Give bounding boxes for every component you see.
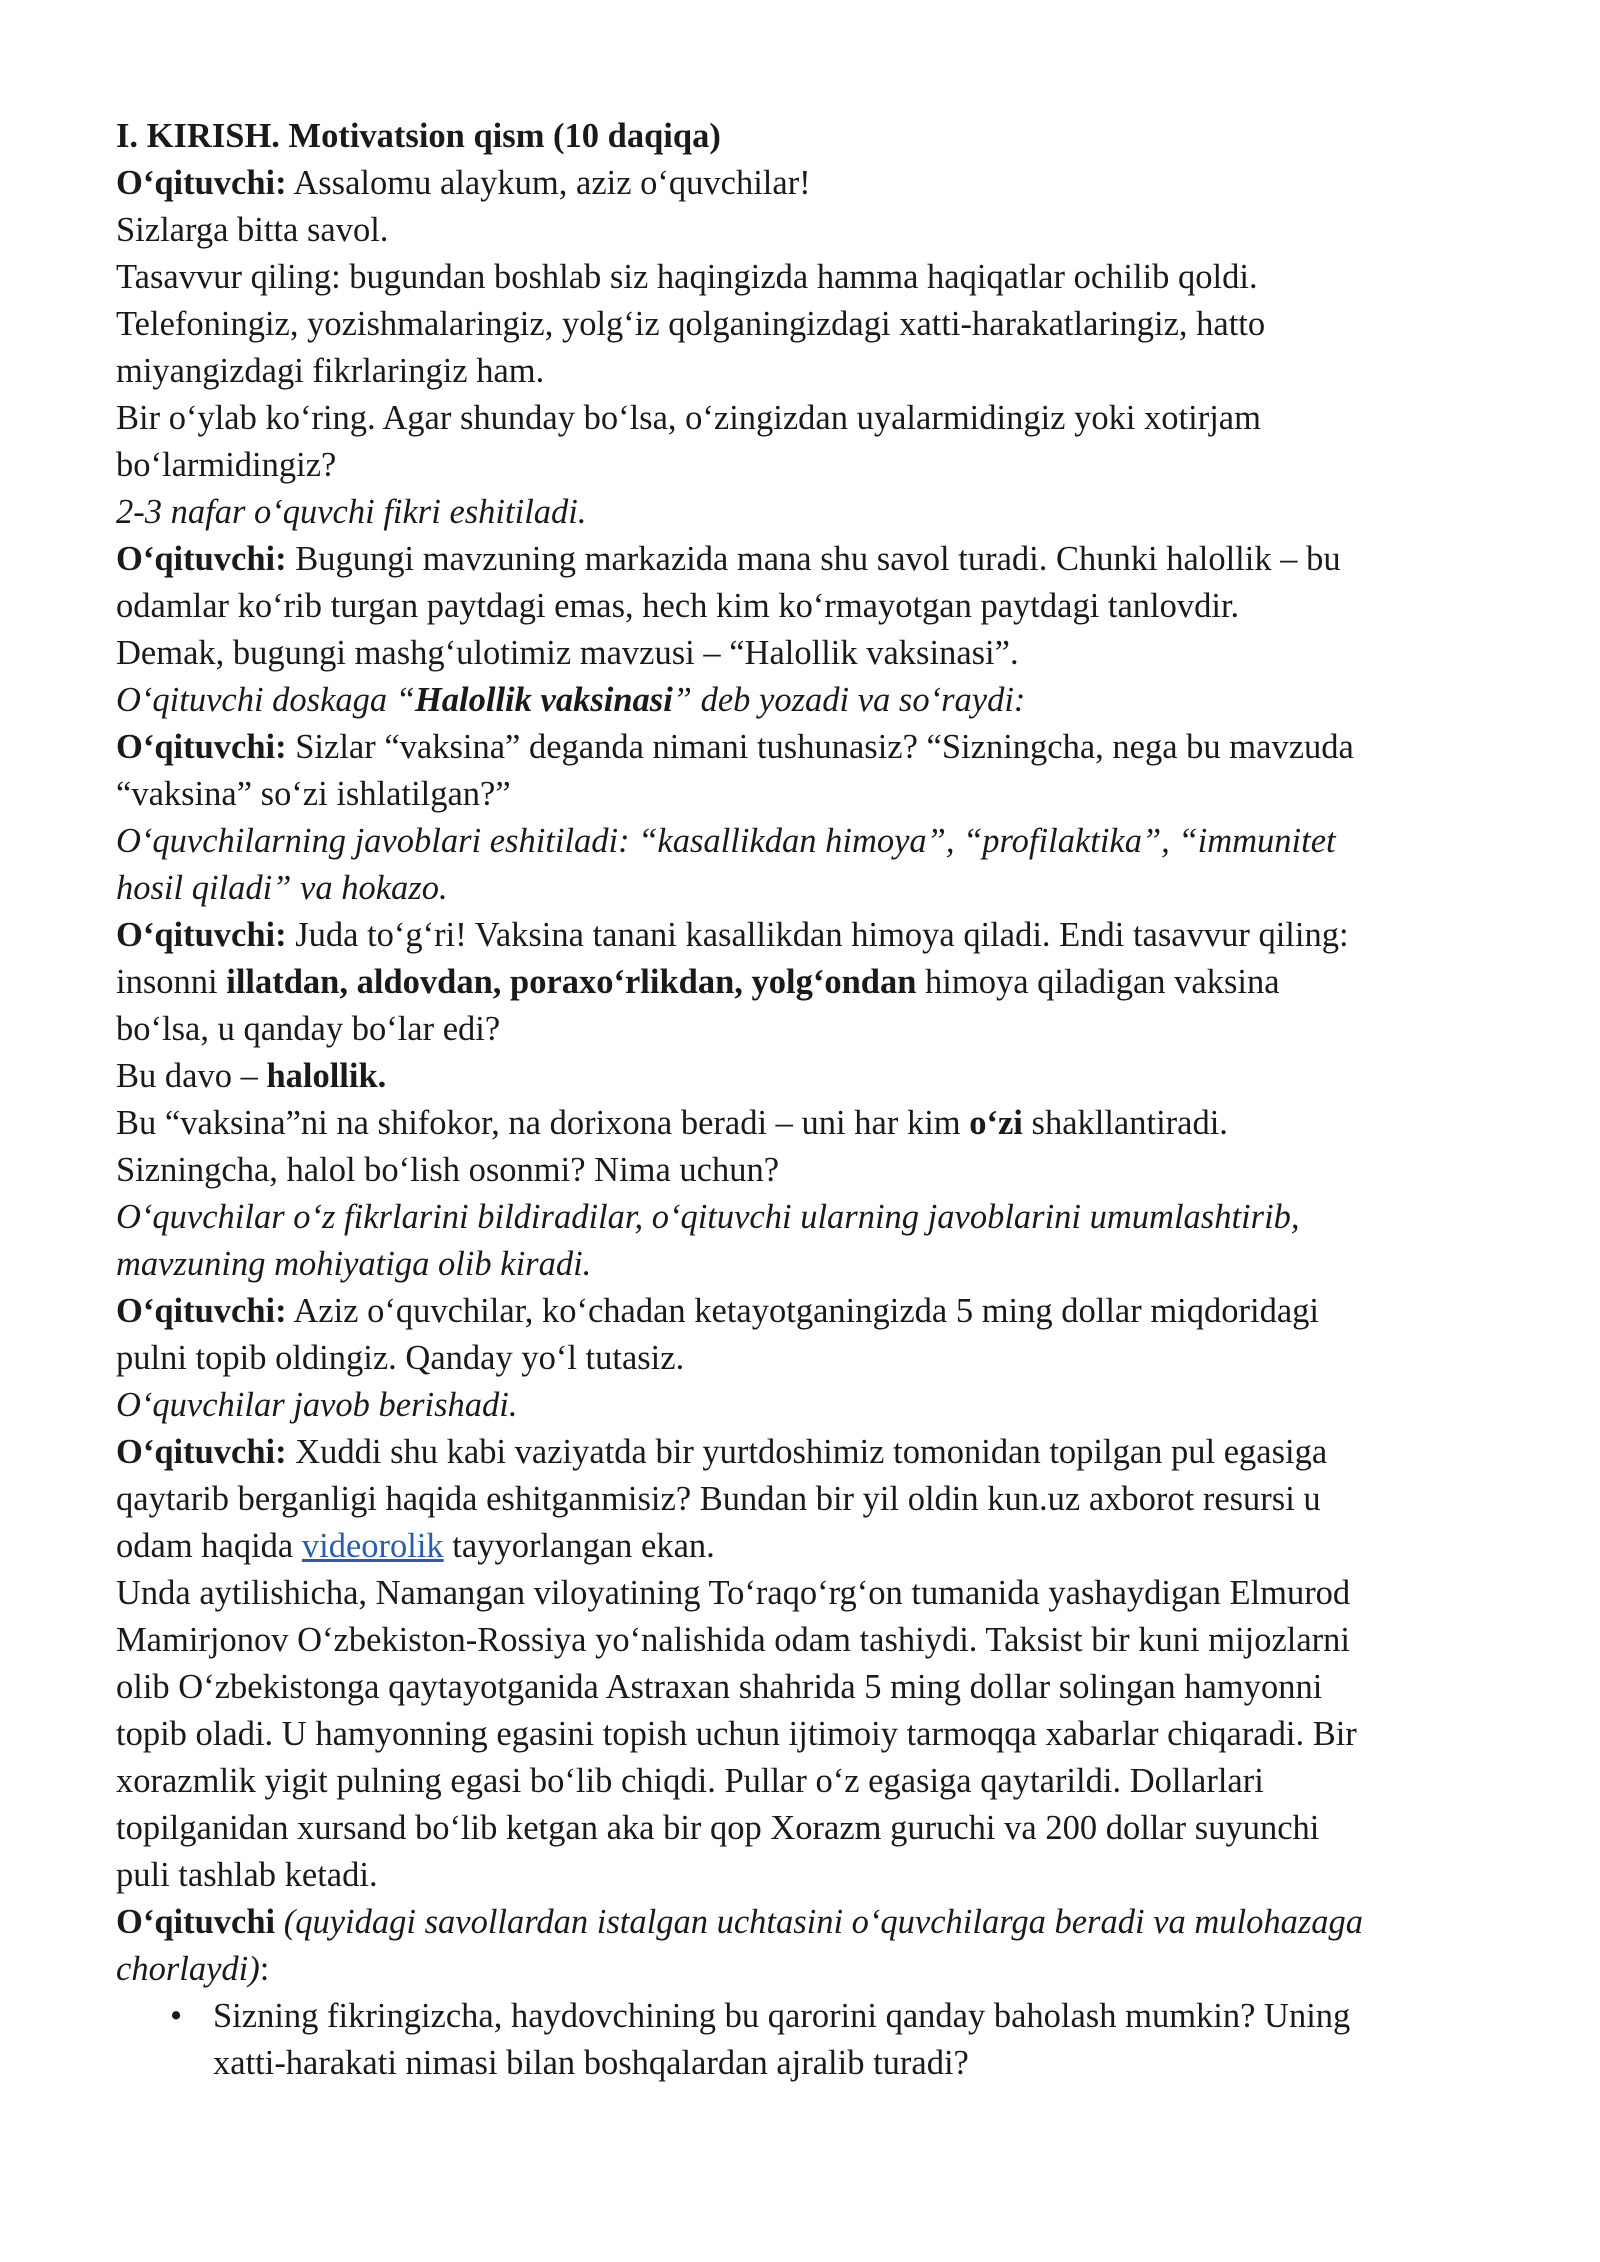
stage-direction: [116, 818, 1500, 865]
paragraph-line: bo‘larmidingiz?: [116, 446, 337, 484]
line-text: Assalomu alaykum, aziz o‘quvchilar!: [293, 164, 811, 202]
stage-direction: [116, 1382, 1500, 1429]
line-text: Bu davo –: [116, 1057, 267, 1095]
list-item-text: xatti-harakati nimasi bilan boshqalardan ajralib turadi?: [213, 2044, 969, 2082]
italic-part: O‘qituvchi doskaga “: [116, 681, 415, 719]
speaker-label: O‘qituvchi:: [116, 1433, 287, 1471]
list-item: [116, 1993, 1500, 2040]
stage-direction: [116, 1241, 1500, 1288]
paragraph-line: puli tashlab ketadi.: [116, 1856, 378, 1894]
speaker-label: O‘qituvchi:: [116, 540, 287, 578]
paragraph-line: topilganidan xursand bo‘lib ketgan aka bir qop Xorazm guruchi va 200 dollar suyunchi: [116, 1809, 1320, 1847]
paragraph-line: Unda aytilishicha, Namangan viloyatining To‘raqo‘rg‘on tumanida yashaydigan Elmurod: [116, 1574, 1351, 1612]
line-text: Xuddi shu kabi vaziyatda bir yurtdoshimiz tomonidan topilgan pul egasiga: [295, 1433, 1328, 1471]
speaker-label: O‘qituvchi:: [116, 728, 287, 766]
paragraph-line: bo‘lsa, u qanday bo‘lar edi?: [116, 1010, 501, 1048]
italic-text: [116, 681, 1025, 719]
italic-text: mavzuning mohiyatiga olib kiradi.: [116, 1245, 592, 1283]
paragraph-line: pulni topib oldingiz. Qanday yo‘l tutasiz.: [116, 1339, 685, 1377]
paragraph-line: Sizningcha, halol bo‘lish osonmi? Nima uchun?: [116, 1151, 780, 1189]
paragraph-line: Sizlarga bitta savol.: [116, 211, 389, 249]
line-text: Bugungi mavzuning markazida mana shu savol turadi. Chunki halollik – bu: [295, 540, 1341, 578]
line-text: odam haqida: [116, 1527, 302, 1565]
bold-italic-topic: Halollik vaksinasi: [414, 681, 673, 719]
italic-text: (quyidagi savollardan istalgan uchtasini o‘quvchilarga beradi va mulohazaga: [275, 1903, 1364, 1941]
paragraph-line: [116, 1899, 1500, 1946]
italic-part: ” deb yozadi va so‘raydi:: [672, 681, 1026, 719]
line-text: tayyorlangan ekan.: [443, 1527, 715, 1565]
paragraph-line: qaytarib berganligi haqida eshitganmisiz? Bundan bir yil oldin kun.uz axborot resursi u: [116, 1480, 1321, 1518]
stage-direction: [116, 865, 1500, 912]
paragraph-line: “vaksina” so‘zi ishlatilgan?”: [116, 775, 511, 813]
paragraph-line: Tasavvur qiling: bugundan boshlab siz haqingizda hamma haqiqatlar ochilib qoldi.: [116, 258, 1258, 296]
heading-text: I. KIRISH. Motivatsion qism (10 daqiqa): [116, 117, 721, 155]
paragraph-line: [116, 1429, 1500, 1476]
paragraph-line: [116, 1288, 1500, 1335]
bold-phrase: illatdan, aldovdan, poraxo‘rlikdan, yolg‘ondan: [226, 963, 917, 1001]
bold-phrase: o‘zi: [969, 1104, 1023, 1142]
paragraph-line: odamlar ko‘rib turgan paytdagi emas, hech kim ko‘rmayotgan paytdagi tanlovdir.: [116, 587, 1240, 625]
paragraph-line: [116, 912, 1500, 959]
paragraph-line: Mamirjonov O‘zbekiston-Rossiya yo‘nalishida odam tashiydi. Taksist bir kuni mijozlarni: [116, 1621, 1350, 1659]
paragraph-line: [116, 724, 1500, 771]
stage-direction: [116, 489, 1500, 536]
line-text: Sizlar “vaksina” deganda nimani tushunasiz? “Sizningcha, nega bu mavzuda: [295, 728, 1354, 766]
section-heading: [116, 113, 1500, 160]
paragraph-line: Bir o‘ylab ko‘ring. Agar shunday bo‘lsa, o‘zingizdan uyalarmidingiz yoki xotirjam: [116, 399, 1261, 437]
paragraph-line: olib O‘zbekistonga qaytayotganida Astraxan shahrida 5 ming dollar solingan hamyonni: [116, 1668, 1323, 1706]
paragraph-line: Demak, bugungi mashg‘ulotimiz mavzusi – “Halollik vaksinasi”.: [116, 634, 1019, 672]
list-item-text: Sizning fikringizcha, haydovchining bu qarorini qanday baholash mumkin? Uning: [213, 1997, 1351, 2035]
paragraph-line: xorazmlik yigit pulning egasi bo‘lib chiqdi. Pullar o‘z egasiga qaytarildi. Dollarlari: [116, 1762, 1264, 1800]
italic-text: chorlaydi): [116, 1950, 260, 1988]
stage-direction: [116, 1194, 1500, 1241]
paragraph-line: Telefoningiz, yozishmalaringiz, yolg‘iz qolganingizdagi xatti-harakatlaringiz, hatto: [116, 305, 1266, 343]
paragraph-line: [116, 536, 1500, 583]
line-text: Aziz o‘quvchilar, ko‘chadan ketayotganingizda 5 ming dollar miqdoridagi: [293, 1292, 1319, 1330]
line-text: himoya qiladigan vaksina: [916, 963, 1280, 1001]
bold-phrase: halollik.: [266, 1057, 387, 1095]
videorolik-link[interactable]: videorolik: [301, 1527, 444, 1565]
list-item-continuation: [116, 2040, 1500, 2087]
bullet-icon: •: [169, 1997, 183, 2035]
speaker-label: O‘qituvchi:: [116, 164, 287, 202]
italic-text: 2-3 nafar o‘quvchi fikri eshitiladi.: [116, 493, 587, 531]
stage-direction: [116, 677, 1500, 724]
line-text: :: [259, 1950, 270, 1988]
italic-text: O‘quvchilar o‘z fikrlarini bildiradilar, o‘qituvchi ularning javoblarini umumlashtirib,: [116, 1198, 1300, 1236]
italic-text: O‘quvchilarning javoblari eshitiladi: “kasallikdan himoya”, “profilaktika”, “immunitet: [116, 822, 1336, 860]
paragraph-line: [116, 1523, 1500, 1570]
line-text: Bu “vaksina”ni na shifokor, na dorixona beradi – uni har kim: [116, 1104, 970, 1142]
line-text: Juda to‘g‘ri! Vaksina tanani kasallikdan himoya qiladi. Endi tasavvur qiling:: [295, 916, 1349, 954]
paragraph-line: [116, 1100, 1500, 1147]
paragraph-line: [116, 1946, 1500, 1993]
speaker-label: O‘qituvchi: [116, 1903, 276, 1941]
italic-text: O‘quvchilar javob berishadi.: [116, 1386, 518, 1424]
line-text: insonni: [116, 963, 227, 1001]
paragraph-line: [116, 1053, 1500, 1100]
line-text: shakllantiradi.: [1022, 1104, 1228, 1142]
italic-text: hosil qiladi” va hokazo.: [116, 869, 448, 907]
paragraph-line: miyangizdagi fikrlaringiz ham.: [116, 352, 545, 390]
paragraph-line: topib oladi. U hamyonning egasini topish uchun ijtimoiy tarmoqqa xabarlar chiqaradi. Bir: [116, 1715, 1357, 1753]
speaker-label: O‘qituvchi:: [116, 1292, 287, 1330]
speaker-label: O‘qituvchi:: [116, 916, 287, 954]
paragraph-line: [116, 160, 1500, 207]
paragraph-line: [116, 959, 1500, 1006]
